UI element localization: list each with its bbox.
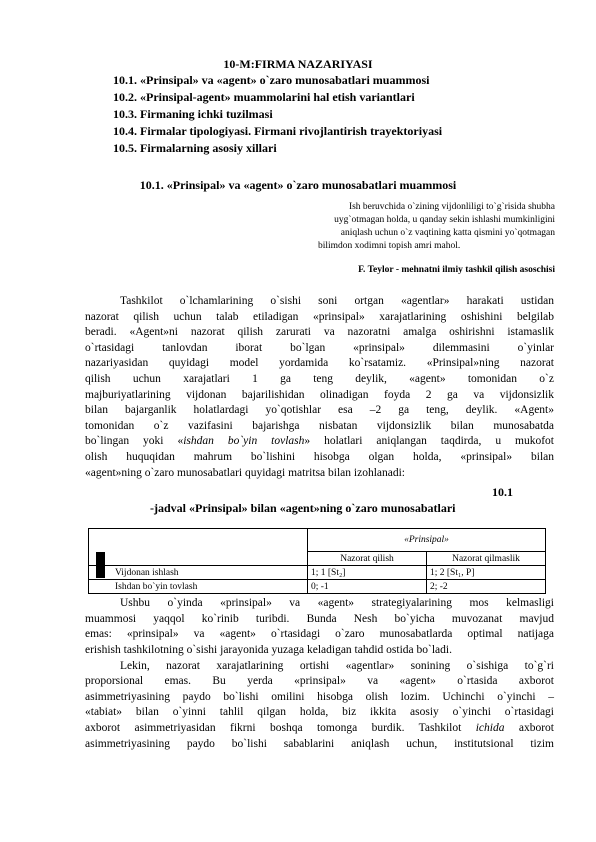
table-header-row <box>89 529 546 552</box>
paragraph-line: majburiyatlarining vijdonan bajarilishidan olinadigan foyda 2 ga va vijdonsizlik <box>85 389 554 401</box>
paragraph-line: tomonidan o`z vazifasini bajarishga nisbatan vijdonsizlik bilan munosabatda <box>85 420 554 432</box>
black-block-mark <box>96 552 105 578</box>
table-caption: -jadval «Prinsipal» bilan «agent»ning o`zaro munosabatlari <box>150 501 456 515</box>
toc-item: 10.4. Firmalar tipologiyasi. Firmani rivojlantirish trayektoriyasi <box>113 124 443 138</box>
paragraph-line: qilish uchun xarajatlari 1 ga teng deylik, «agent» tomonidan o`z <box>85 373 554 385</box>
table-row <box>89 566 546 580</box>
paragraph-line: nazariyasidan quyidagi model yordamida ko`rsatamiz. «Prinsipal»ning nazorat <box>85 357 554 369</box>
paragraph-line: asimmetriyasining paydo bo`lishi omilini hisobga olish lozim. Uchinchi o`yinchi – <box>85 691 554 703</box>
epigraph-line: uyg`otmagan holda, u qanday sekin ishlashi mumkinligini <box>334 215 555 225</box>
table-corner-cell <box>89 529 308 566</box>
table-col-header: Nazorat qilmaslik <box>427 552 546 566</box>
table-number: 10.1 <box>492 485 513 499</box>
paragraph-line: axborot asimmetriyasidan fikrni boshqa tomonga burdik. Tashkilot ichida axborot <box>85 722 554 734</box>
table-col-header: Nazorat qilish <box>308 552 427 566</box>
paragraph-line: bo`lingan yoki «ishdan bo`yin tovlash» holatlari aniqlangan taqdirda, u mukofot <box>85 435 555 447</box>
table-group-header: «Prinsipal» <box>308 529 546 552</box>
paragraph-line: Ushbu o`yinda «prinsipal» va «agent» strategiyalarining mos kelmasligi <box>120 597 554 609</box>
table-row-label: Ishdan bo`yin tovlash <box>89 580 308 594</box>
paragraph-line: nazorat qilish uchun talab etiladigan «prinsipal» xarajatlarining oshishini belgilab <box>85 311 554 323</box>
paragraph-line: bilan bajarganlik holatlardagi yo`qotishlar esa –2 ga teng, deylik. «Agent» <box>85 404 554 416</box>
payoff-matrix-table <box>88 528 546 594</box>
toc-item: 10.3. Firmaning ichki tuzilmasi <box>113 107 273 121</box>
emphasis-text: ishdan bo`yin tovlash <box>183 435 305 447</box>
table-cell: 1; 2 [St₁, P] <box>427 566 546 580</box>
paragraph-line: o`rtasidagi tanlovdan iborat bo`lgan «prinsipal» dilemmasini o`yinlar <box>85 342 554 354</box>
section-title: 10.1. «Prinsipal» va «agent» o`zaro munosabatlari muammosi <box>139 178 457 192</box>
paragraph-line: muammosi yaqqol ko`rinib turibdi. Bunda Nesh bo`yicha muvozanat mavjud <box>85 613 554 625</box>
paragraph-line: «agent»ning o`zaro munosabatlari quyidagi matritsa bilan izohlanadi: <box>85 467 405 479</box>
table-cell: 0; -1 <box>308 580 427 594</box>
table-cell: 1; 1 [St₂] <box>308 566 427 580</box>
paragraph-line: «tabiat» bilan o`yinni tahlil qilgan holda, biz ikkita asosiy o`yinchi o`rtasidagi <box>85 706 554 718</box>
toc-item: 10.2. «Prinsipal-agent» muammolarini hal etish variantlari <box>113 90 415 104</box>
paragraph-line: beradi. «Agent»ni nazorat qilish zarurati va nazoratni amalga oshirishni istamaslik <box>85 326 554 338</box>
epigraph-line: aniqlash uchun o`z vaqtining katta qismini yo`qotmagan <box>340 228 555 238</box>
table-cell: 2; -2 <box>427 580 546 594</box>
paragraph-line: erishish tashkilotning o`sishi jarayonida yuzaga keladigan tahdid ostida bo`ladi. <box>85 644 452 656</box>
paragraph-line: olish huquqidan mahrum bo`lishini hisobga olgan holda, «prinsipal» bilan <box>85 451 554 463</box>
table-row <box>89 580 546 594</box>
toc-item: 10.1. «Prinsipal» va «agent» o`zaro munosabatlari muammosi <box>113 73 430 87</box>
paragraph-line: emas: «prinsipal» va «agent» o`rtasidagi o`zaro munosabatlarda optimal natijaga <box>85 628 554 640</box>
emphasis-text: ichida <box>475 722 505 734</box>
epigraph-line: Ish beruvchida o`zining vijdonliligi to`g`risida shubha <box>348 202 555 212</box>
paragraph-line: proporsional emas. Bu yerda «prinsipal» va «agent» o`rtasida axborot <box>85 675 554 687</box>
epigraph-line: bilimdon xodimni topish amri mahol. <box>318 241 461 251</box>
table-row-label: Vijdonan ishlash <box>89 566 308 580</box>
paragraph-line: asimmetriyasining paydo bo`lishi sabablarini aniqlash uchun, institutsional tizim <box>85 738 554 750</box>
toc-item: 10.5. Firmalarning asosiy xillari <box>113 141 277 155</box>
epigraph-author: F. Teylor - mehnatni ilmiy tashkil qilish asoschisi <box>358 265 555 275</box>
chapter-title: 10-M:FIRMA NAZARIYASI <box>223 57 373 71</box>
paragraph-line: Tashkilot o`lchamlarining o`sishi soni ortgan «agentlar» harakati ustidan <box>120 295 554 307</box>
paragraph-line: Lekin, nazorat xarajatlarining ortishi «agentlar» sonining o`sishiga to`g`ri <box>120 660 554 672</box>
